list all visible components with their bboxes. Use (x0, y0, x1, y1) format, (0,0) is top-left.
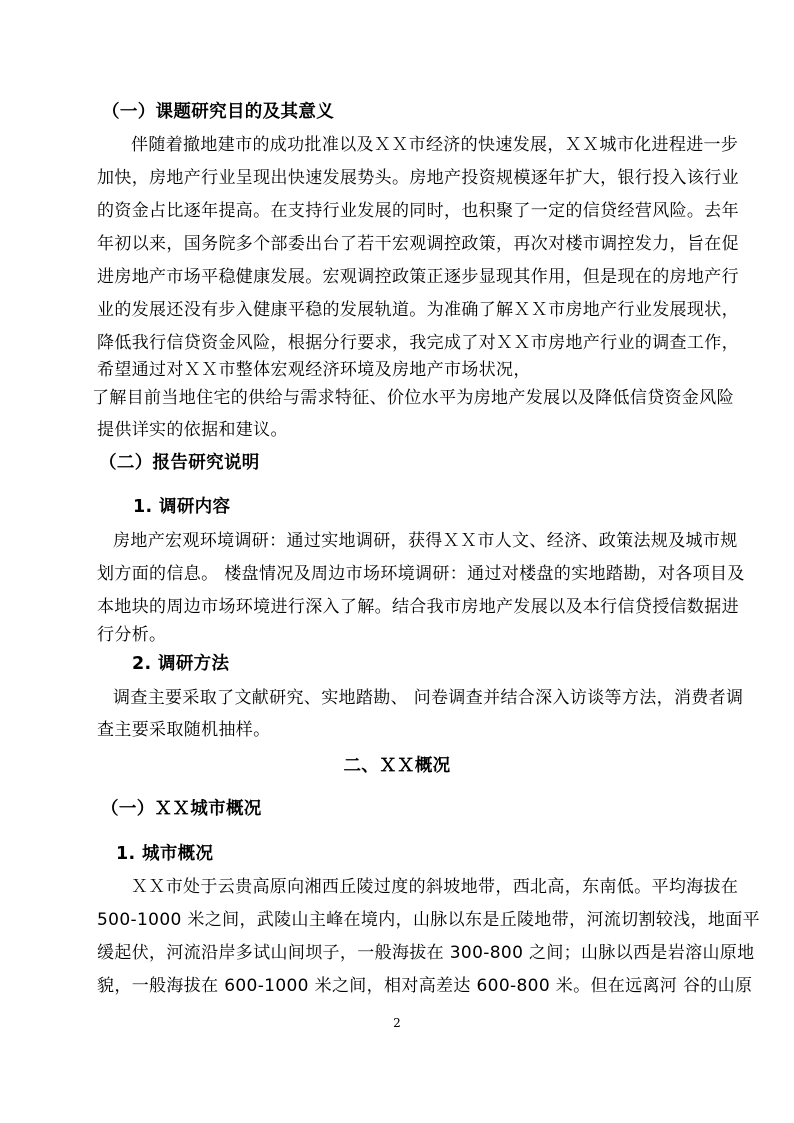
paragraph-line: 划方面的信息。 楼盘情况及周边市场环境调研：通过对楼盘的实地踏勘，对各项目及 (97, 564, 745, 584)
paragraph-line: 查主要采取随机抽样。 (97, 720, 271, 740)
paragraph-line: 房地产宏观环境调研：通过实地调研，获得ＸＸ市人文、经济、政策法规及城市规 (113, 531, 738, 551)
paragraph-line: 的资金占比逐年提高。在支持行业发展的同时，也积聚了一定的信贷经营风险。去年 (97, 201, 739, 221)
chapter-title: 二、ＸＸ概况 (343, 756, 451, 776)
section-heading-city: （一）ＸＸ城市概况 (101, 799, 262, 819)
paragraph-line: 缓起伏，河流沿岸多试山间坝子，一般海拔在 300-800 之间；山脉以西是岩溶山原地 (97, 943, 755, 963)
page-number: 2 (393, 1016, 401, 1030)
section-heading-report: （二）报告研究说明 (99, 453, 260, 473)
paragraph-line: 本地块的周边市场环境进行深入了解。结合我市房地产发展以及本行信贷授信数据进 (97, 597, 739, 617)
paragraph-line: 了解目前当地住宅的供给与需求特征、价位水平为房地产发展以及降低信贷资金风险 (92, 388, 734, 408)
paragraph-line: 行分析。 (97, 625, 167, 645)
subheading-research-method: 2. 调研方法 (132, 654, 230, 674)
paragraph-line: 加快，房地产行业呈现出快速发展势头。房地产投资规模逐年扩大，银行投入该行业 (97, 168, 739, 188)
paragraph-line: 伴随着撤地建市的成功批准以及ＸＸ市经济的快速发展，ＸＸ城市化进程进一步 (131, 135, 739, 155)
paragraph-line: 提供详实的依据和建议。 (97, 420, 288, 440)
paragraph-line: 年初以来，国务院多个部委出台了若干宏观调控政策，再次对楼市调控发力，旨在促 (97, 234, 739, 254)
subheading-research-content: 1. 调研内容 (133, 497, 231, 517)
paragraph-line: 进房地产市场平稳健康发展。宏观调控政策正逐步显现其作用，但是现在的房地产行 (97, 267, 739, 287)
section-heading-purpose: （一）课题研究目的及其意义 (102, 102, 335, 122)
paragraph-line: 希望通过对ＸＸ市整体宏观经济环境及房地产市场状况， (97, 360, 531, 380)
paragraph-line: 降低我行信贷资金风险，根据分行要求，我完成了对ＸＸ市房地产行业的调查工作， (97, 333, 739, 353)
paragraph-line: 业的发展还没有步入健康平稳的发展轨道。为准确了解ＸＸ市房地产行业发展现状， (97, 300, 739, 320)
paragraph-line: 500-1000 米之间，武陵山主峰在境内，山脉以东是丘陵地带，河流切割较浅，地面平 (97, 910, 760, 930)
paragraph-line: 貌，一般海拔在 600-1000 米之间，相对高差达 600-800 米。但在远离河 谷的山原 (97, 976, 753, 996)
subheading-city-overview: 1. 城市概况 (116, 844, 214, 864)
paragraph-line: 调查主要采取了文献研究、实地踏勘、 问卷调查并结合深入访谈等方法，消费者调 (113, 688, 744, 708)
paragraph-line: ＸＸ市处于云贵高原向湘西丘陵过度的斜坡地带，西北高，东南低。平均海拔在 (131, 877, 739, 897)
